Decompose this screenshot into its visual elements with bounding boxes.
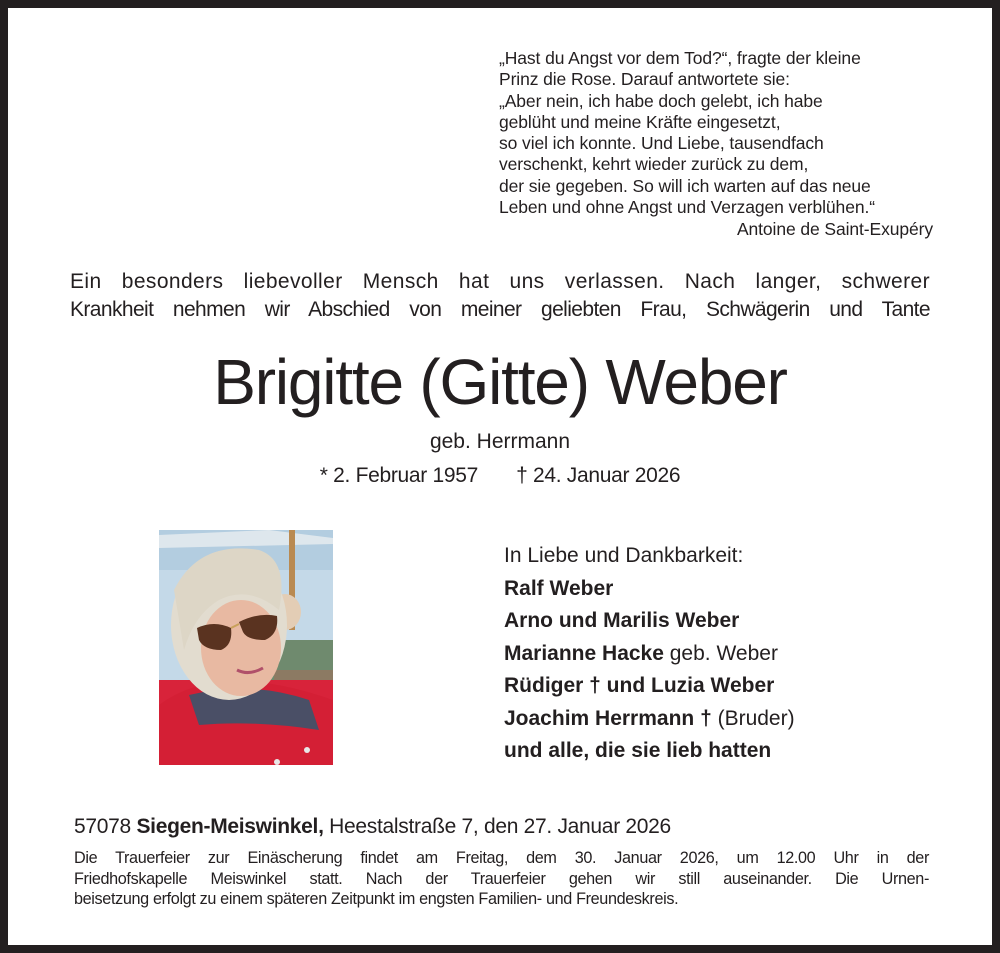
birth-date: * 2. Februar 1957 bbox=[319, 464, 479, 487]
portrait-photo bbox=[159, 530, 333, 765]
postcode: 57078 bbox=[74, 815, 131, 838]
notice-line: Friedhofskapelle Meiswinkel statt. Nach der Trauerfeier gehen wir still auseinander. Die Urnen- bbox=[74, 869, 929, 888]
death-date: † 24. Januar 2026 bbox=[516, 464, 681, 487]
city: Siegen-Meiswinkel, bbox=[136, 815, 324, 838]
notice-line: Die Trauerfeier zur Einäscherung findet am Freitag, dem 30. Januar 2026, um 12.00 Uhr in der bbox=[74, 849, 929, 867]
address-line bbox=[74, 813, 954, 841]
family-member bbox=[504, 638, 924, 671]
family-list bbox=[504, 540, 924, 768]
family-member-name: Joachim Herrmann † bbox=[504, 706, 712, 730]
family-member bbox=[504, 735, 924, 768]
maiden-name: geb. Herrmann bbox=[429, 430, 571, 453]
quote-line: der sie gegeben. So will ich warten auf das neue bbox=[499, 175, 871, 196]
family-member-name: Arno und Marilis Weber bbox=[504, 609, 740, 632]
portrait-photo-icon bbox=[159, 530, 333, 765]
family-member bbox=[504, 703, 924, 736]
intro-line-2: Krankheit nehmen wir Abschied von meiner geliebten Frau, Schwägerin und Tante bbox=[70, 298, 930, 321]
quote-author: Antoine de Saint-Exupéry bbox=[736, 219, 933, 240]
intro-line-1: Ein besonders liebevoller Mensch hat uns verlassen. Nach langer, schwerer bbox=[70, 270, 930, 293]
family-member-name: Ralf Weber bbox=[504, 576, 614, 600]
family-member-note: (Bruder) bbox=[711, 706, 795, 730]
quote-line: verschenkt, kehrt wieder zurück zu dem, bbox=[499, 154, 809, 175]
quote-line: „Hast du Angst vor dem Tod?“, fragte der kleine bbox=[499, 48, 861, 68]
quote-line: „Aber nein, ich habe doch gelebt, ich habe bbox=[499, 90, 823, 111]
obituary-notice bbox=[8, 8, 992, 945]
quote-line: Prinz die Rose. Darauf antwortete sie: bbox=[499, 69, 790, 90]
family-member-name: und alle, die sie lieb hatten bbox=[504, 739, 772, 762]
street-and-date: Heestalstraße 7, den 27. Januar 2026 bbox=[329, 815, 671, 838]
family-member-name: Rüdiger † und Luzia Weber bbox=[504, 674, 775, 697]
family-heading: In Liebe und Dankbarkeit: bbox=[504, 544, 744, 567]
notice-line: beisetzung erfolgt zu einem späteren Zeitpunkt im engsten Familien- und Freundeskreis. bbox=[74, 890, 679, 908]
quote-line: so viel ich konnte. Und Liebe, tausendfach bbox=[499, 133, 824, 154]
family-member bbox=[504, 573, 924, 606]
deceased-name: Brigitte (Gitte) Weber bbox=[213, 346, 787, 418]
quote-block bbox=[499, 48, 939, 241]
funeral-notice bbox=[74, 848, 929, 910]
family-member-note: geb. Weber bbox=[663, 641, 778, 665]
family-member bbox=[504, 670, 924, 703]
family-member bbox=[504, 605, 924, 638]
quote-line: Leben und ohne Angst und Verzagen verblühen.“ bbox=[499, 197, 875, 218]
quote-line: geblüht und meine Kräfte eingesetzt, bbox=[499, 111, 781, 132]
intro-text bbox=[70, 268, 930, 324]
family-member-name: Marianne Hacke bbox=[504, 641, 664, 665]
life-dates bbox=[8, 462, 992, 490]
